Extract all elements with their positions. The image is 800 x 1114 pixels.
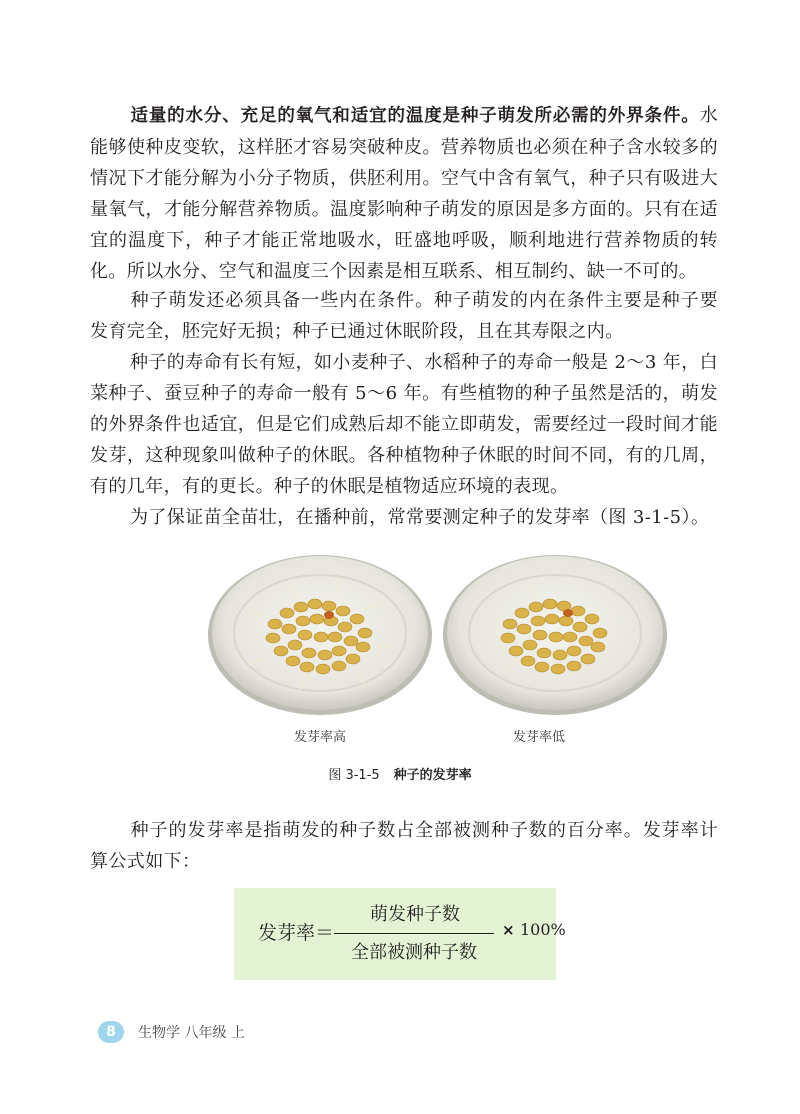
paragraph-seed-lifespan — [90, 347, 718, 502]
book-title: 生物学 八年级 上 — [138, 1025, 245, 1041]
caption-low-germination: 发芽率低 — [512, 730, 565, 745]
key-sentence: 适量的水分、充足的氧气和适宜的温度是种子萌发所必需的外界条件。 — [130, 106, 700, 126]
page-footer — [98, 1021, 245, 1043]
paragraph-text: 种子的寿命有长有短，如小麦种子、水稻种子的寿命一般是 2～3 年，白菜种子、蚕豆种子的寿命一般有 5～6 年。有些植物的种子虽然是活的，萌发的外界条件也适宜，但是它们成熟后却不能立即萌发，需要经过一段时间才能发芽，这种现象叫做种子的休眠。各种植物种子休眠的时间不同，有的几周，有的几年，有的更长。种子的休眠是植物适应环境的表现。 — [90, 352, 718, 497]
formula-denominator: 全部被测种子数 — [351, 942, 477, 963]
caption-high-germination: 发芽率高 — [293, 730, 346, 745]
figure-title: 种子的发芽率 — [393, 768, 472, 783]
formula-label: 发芽率＝ — [258, 922, 335, 944]
germination-rate-formula — [234, 888, 566, 980]
figure-number: 图 3-1-5 — [328, 768, 380, 783]
plate-low-germination-image — [440, 549, 670, 717]
paragraph-germination-rate-definition — [90, 815, 718, 877]
paragraph-text: 种子萌发还必须具备一些内在条件。种子萌发的内在条件主要是种子要发育完全，胚完好无损；种子已通过休眠阶段，且在其寿限之内。 — [90, 290, 718, 342]
paragraph-text: 为了保证苗全苗壮，在播种前，常常要测定种子的发芽率（图 3-1-5）。 — [130, 507, 710, 528]
paragraph-text: 水能够使种皮变软，这样胚才容易突破种皮。营养物质也必须在种子含水较多的情况下才能分解为小分子物质，供胚利用。空气中含有氧气，种子只有吸进大量氧气，才能分解营养物质。温度影响种子萌发的原因是多方面的。只有在适宜的温度下，种子才能正常地吸水，旺盛地呼吸，顺利地进行营养物质的转化。所以水分、空气和温度三个因素是相互联系、相互制约、缺一不可的。 — [90, 105, 718, 282]
paragraph-text: 种子的发芽率是指萌发的种子数占全部被测种子数的百分率。发芽率计算公式如下： — [90, 820, 718, 872]
multiply-sign: × — [502, 921, 515, 939]
fraction-line — [334, 933, 494, 934]
page-number-badge: 8 — [98, 1021, 124, 1043]
paragraph-germination-test — [90, 502, 718, 533]
formula-numerator: 萌发种子数 — [370, 904, 460, 925]
plate-high-germination-image — [205, 549, 435, 717]
paragraph-external-conditions — [90, 100, 718, 287]
paragraph-internal-conditions — [90, 285, 718, 347]
figure-caption — [0, 764, 800, 783]
formula-percent: 100% — [520, 920, 566, 939]
